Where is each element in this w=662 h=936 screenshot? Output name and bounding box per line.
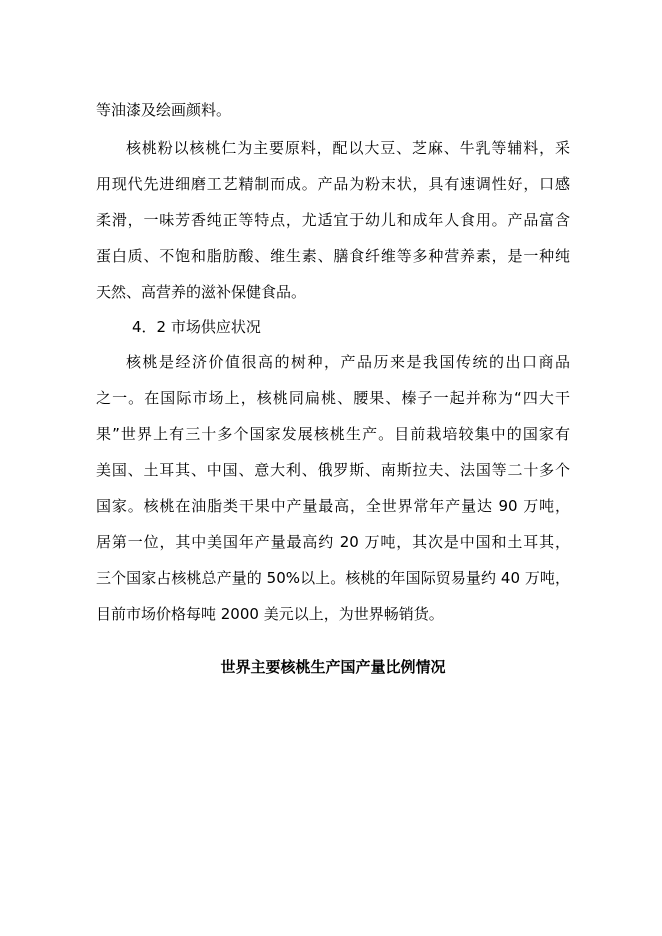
paragraph-line: 居第一位，其中美国年产量最高约 20 万吨，其次是中国和土耳其， [96, 533, 570, 551]
paragraph-line: 天然、高营养的滋补保健食品。 [96, 283, 307, 301]
paragraph-line: 用现代先进细磨工艺精制而成。产品为粉末状，具有速调性好，口感 [96, 175, 570, 193]
section-heading: 4．2 市场供应状况 [132, 318, 261, 336]
paragraph-line: 果”世界上有三十多个国家发展核桃生产。目前栽培较集中的国家有 [96, 425, 570, 443]
figure-title: 世界主要核桃生产国产量比例情况 [220, 658, 446, 676]
paragraph-line: 目前市场价格每吨 2000 美元以上，为世界畅销货。 [96, 605, 444, 623]
paragraph-line: 美国、土耳其、中国、意大利、俄罗斯、南斯拉夫、法国等二十多个 [96, 461, 570, 479]
paragraph-line: 国家。核桃在油脂类干果中产量最高，全世界常年产量达 90 万吨， [96, 497, 570, 515]
paragraph-line: 柔滑，一味芳香纯正等特点，尤适宜于幼儿和成年人食用。产品富含 [96, 211, 570, 229]
paragraph-line: 三个国家占核桃总产量的 50%以上。核桃的年国际贸易量约 40 万吨， [96, 569, 570, 587]
paragraph-line: 等油漆及绘画颜料。 [96, 101, 232, 119]
paragraph-line: 核桃是经济价值很高的树种，产品历来是我国传统的出口商品 [126, 353, 570, 371]
paragraph-line: 蛋白质、不饱和脂肪酸、维生素、膳食纤维等多种营养素，是一种纯 [96, 247, 570, 265]
paragraph-line: 之一。在国际市场上，核桃同扁桃、腰果、榛子一起并称为“四大干 [96, 389, 570, 407]
paragraph-line: 核桃粉以核桃仁为主要原料，配以大豆、芝麻、牛乳等辅料，采 [126, 139, 570, 157]
